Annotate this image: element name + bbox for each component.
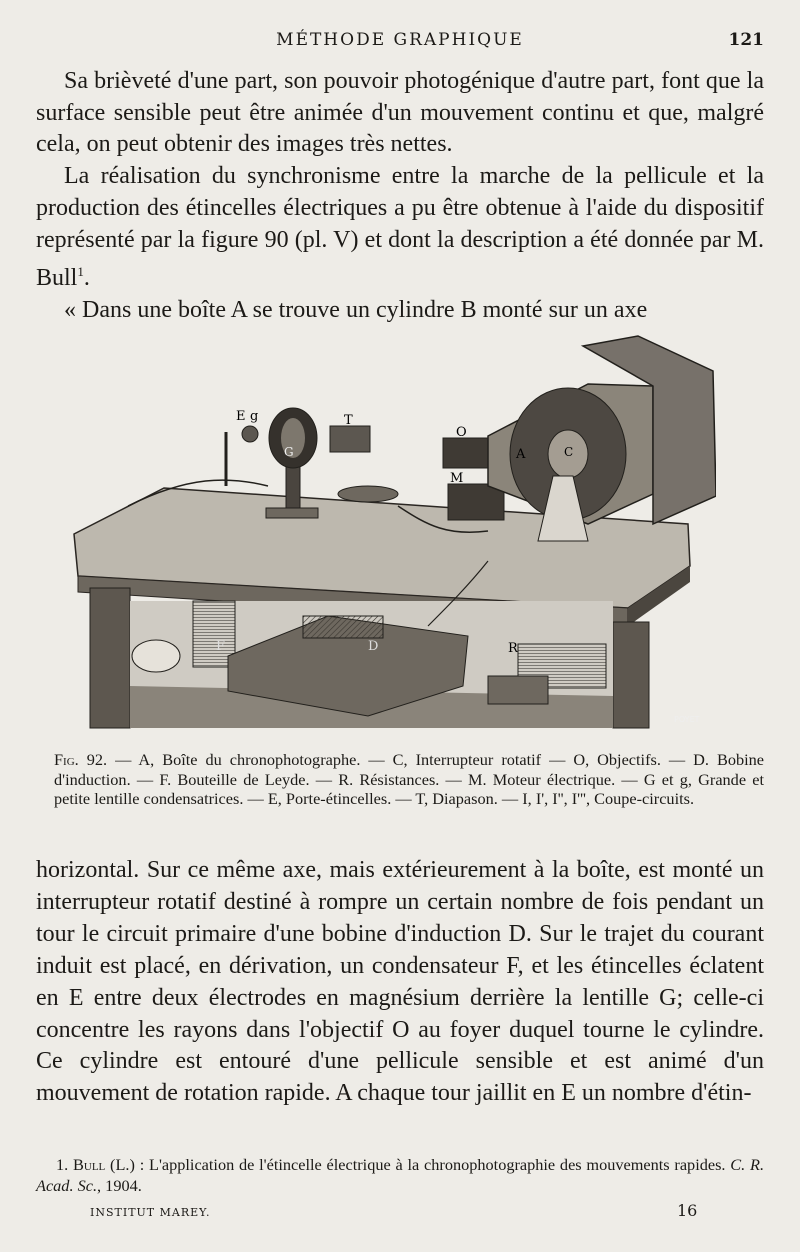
paragraph-text: La réalisation du synchronisme entre la marche de la pellicule et la production des étincelles électriques a pu être obtenue à l'aide du dispositif représenté par la figure 90 (pl. V) et dont la description a été donnée par M. Bull <box>36 163 764 292</box>
footnote-year: , 1904. <box>97 1176 142 1195</box>
printer-signature: INSTITUT MAREY. <box>90 1206 211 1219</box>
engraver-signature: POYET <box>674 715 700 724</box>
caption-text: — A, Boîte du chronophotographe. — C, Interrupteur rotatif — O, Objectifs. — D. Bobine d'induction. — F. Bouteille de Leyde. — R. Résistances. — M. Moteur électrique. — G et g, Grande et petite lentille condensatrices. — E, Porte-étincelles. — T, Diapason. — I, I', I'', I''', Coupe-circuits. <box>54 750 764 808</box>
label-E: E <box>236 409 246 424</box>
footnote-author: Bull (L.) <box>73 1155 135 1174</box>
label-A: A <box>516 447 526 462</box>
figure-engraving <box>68 326 716 730</box>
footnote-text: : L'application de l'étincelle électrique à la chronophotographie des mouvements rapides. <box>139 1155 726 1174</box>
signature-number: 16 <box>677 1201 698 1220</box>
table-leg <box>613 622 649 728</box>
label-T: T <box>344 413 353 428</box>
label-O: O <box>456 425 467 440</box>
label-g: g <box>250 409 259 424</box>
table-leg <box>90 588 130 728</box>
running-title: MÉTHODE GRAPHIQUE <box>276 30 524 50</box>
footnote-marker: 1 <box>77 264 84 280</box>
paragraph: Sa brièveté d'une part, son pouvoir photogénique d'autre part, font que la surface sensible peut être animée d'un mouvement continu et que, malgré cela, on peut obtenir des images très nettes. <box>36 68 764 158</box>
gauge <box>132 640 180 672</box>
label-F: F <box>216 639 226 654</box>
label-C: C <box>564 445 574 459</box>
figure-caption <box>54 750 764 809</box>
body-text-bottom <box>36 855 764 1110</box>
label-D: D <box>368 639 379 654</box>
footnote-number: 1. <box>56 1155 69 1174</box>
label-R: R <box>508 641 518 656</box>
tuning-fork <box>330 426 370 452</box>
caption-label: Fig. 92. <box>54 750 108 769</box>
label-G: G <box>284 445 294 459</box>
page-number: 121 <box>728 30 764 50</box>
footnote-journal: C. R. Acad. Sc. <box>36 1155 765 1195</box>
paragraph: horizontal. Sur ce même axe, mais extérieurement à la boîte, est monté un interrupteur rotatif destiné à rompre un certain nombre de fois pendant un tour le circuit primaire d'une bobine d'induction D. Sur le trajet du courant induit est placé, en dérivation, un condensateur F, et les étincelles éclatent en E entre deux électrodes en magnésium derrière la lentille G; celle-ci concentre les rayons dans l'objectif O au foyer duquel tourne le cylindre. Ce cylindre est entouré d'une pellicule sensible et est animé d'un mouvement de rotation rapide. A chaque tour jaillit en E un nombre d'étin- <box>36 857 764 1107</box>
chronophotograph-apparatus-illustration <box>68 326 716 730</box>
label-M: M <box>450 471 464 486</box>
body-text-top <box>36 66 764 327</box>
footnote <box>36 1154 764 1196</box>
paragraph: « Dans une boîte A se trouve un cylindre B monté sur un axe <box>64 296 648 323</box>
paragraph: La réalisation du synchronisme entre la marche de la pellicule et la production des étincelles électriques a pu être obtenue à l'aide du dispositif représenté par la figure 90 (pl. V) et dont la description a été donnée par M. Bull$^1$. <box>36 163 764 292</box>
running-head <box>36 30 764 56</box>
